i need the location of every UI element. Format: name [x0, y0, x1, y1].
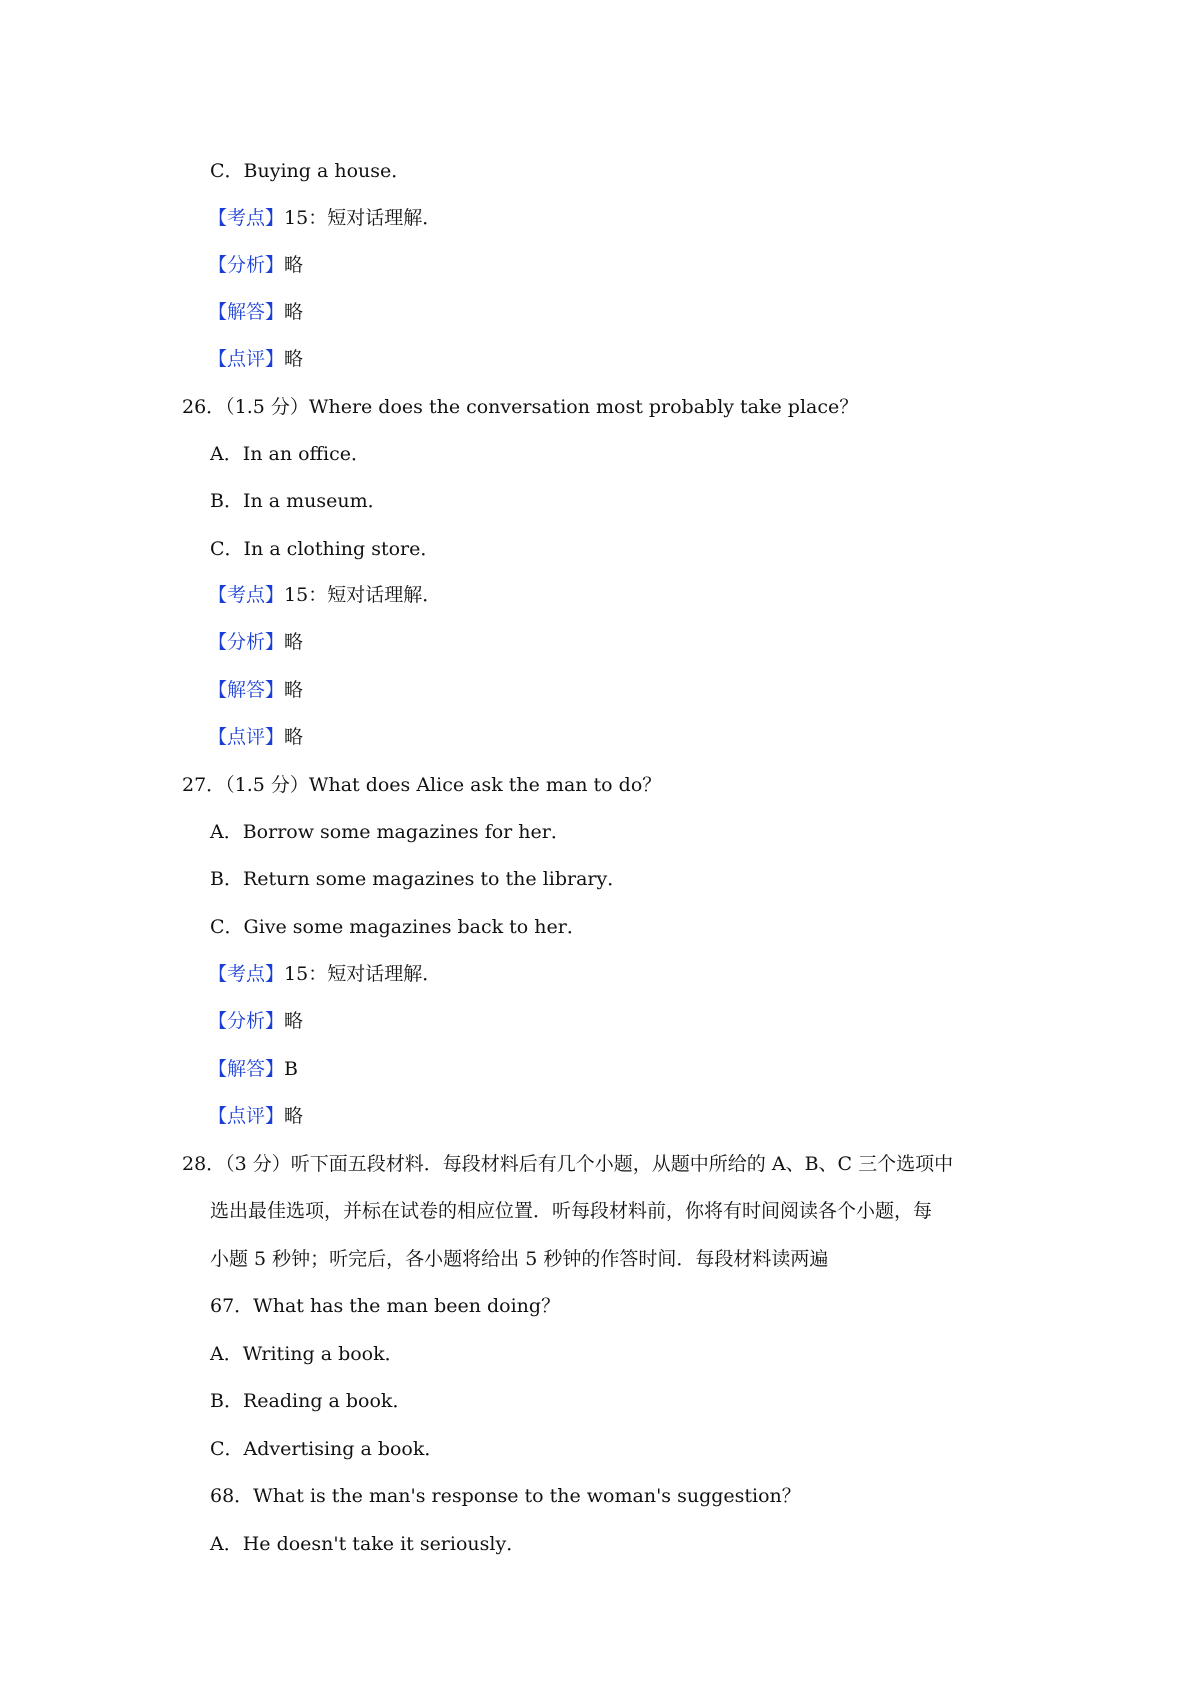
- kaodian-tag: 【考点】: [208, 584, 285, 606]
- subquestion-68-option-a: A．He doesn't take it seriously．: [210, 1533, 526, 1555]
- fenxi-row: [208, 629, 303, 655]
- question-28-stem-line-3: 小题 5 秒钟；听完后，各小题将给出 5 秒钟的作答时间．每段材料读两遍: [210, 1248, 829, 1270]
- question-26-option-b: B．In a museum．: [210, 490, 387, 512]
- jieda-text: B: [284, 1058, 298, 1080]
- subquestion-67-option-b: B．Reading a book．: [210, 1390, 412, 1412]
- question-28-stem-line-2: 选出最佳选项，并标在试卷的相应位置．听每段材料前，你将有时间阅读各个小题，每: [210, 1200, 933, 1222]
- fenxi-row: [208, 1008, 303, 1034]
- question-27-option-b: B．Return some magazines to the library．: [210, 868, 627, 890]
- option-c: C．Buying a house．: [210, 160, 411, 182]
- jieda-tag: 【解答】: [208, 679, 285, 701]
- kaodian-tag: 【考点】: [208, 207, 285, 229]
- dianping-tag: 【点评】: [208, 1105, 285, 1127]
- dianping-tag: 【点评】: [208, 348, 285, 370]
- kaodian-row: [208, 582, 441, 608]
- kaodian-text: 15：短对话理解．: [284, 584, 442, 606]
- kaodian-text: 15：短对话理解．: [284, 963, 442, 985]
- dianping-row: [208, 724, 303, 750]
- fenxi-text: 略: [284, 1010, 304, 1032]
- subquestion-67-option-c: C．Advertising a book．: [210, 1438, 444, 1460]
- subquestion-67-option-a: A．Writing a book．: [210, 1343, 404, 1365]
- jieda-text: 略: [284, 679, 304, 701]
- jieda-row: [208, 299, 303, 325]
- question-26-option-a: A．In an office．: [210, 443, 371, 465]
- jieda-row: [208, 677, 303, 703]
- dianping-text: 略: [284, 1105, 304, 1127]
- jieda-tag: 【解答】: [208, 301, 285, 323]
- dianping-row: [208, 346, 303, 372]
- fenxi-row: [208, 252, 303, 278]
- question-27-option-a: A．Borrow some magazines for her．: [210, 821, 570, 843]
- dianping-text: 略: [284, 726, 304, 748]
- question-27-stem: 27．（1.5 分）What does Alice ask the man to do？: [182, 774, 662, 796]
- question-26-option-c: C．In a clothing store．: [210, 538, 440, 560]
- kaodian-row: [208, 961, 441, 987]
- fenxi-tag: 【分析】: [208, 631, 285, 653]
- fenxi-text: 略: [284, 254, 304, 276]
- subquestion-68-stem: 68．What is the man's response to the woman's suggestion？: [210, 1485, 801, 1507]
- kaodian-text: 15：短对话理解．: [284, 207, 442, 229]
- subquestion-67-stem: 67．What has the man been doing？: [210, 1295, 561, 1317]
- question-28-stem-line-1: 28．（3 分）听下面五段材料．每段材料后有几个小题，从题中所给的 A、B、C 三个选项中: [182, 1153, 954, 1175]
- jieda-tag: 【解答】: [208, 1058, 285, 1080]
- kaodian-tag: 【考点】: [208, 963, 285, 985]
- kaodian-row: [208, 205, 441, 231]
- dianping-row: [208, 1103, 303, 1129]
- fenxi-tag: 【分析】: [208, 254, 285, 276]
- dianping-text: 略: [284, 348, 304, 370]
- fenxi-tag: 【分析】: [208, 1010, 285, 1032]
- question-27-option-c: C．Give some magazines back to her．: [210, 916, 586, 938]
- question-26-stem: 26．（1.5 分）Where does the conversation most probably take place？: [182, 396, 859, 418]
- dianping-tag: 【点评】: [208, 726, 285, 748]
- jieda-text: 略: [284, 301, 304, 323]
- jieda-row: [208, 1056, 298, 1082]
- fenxi-text: 略: [284, 631, 304, 653]
